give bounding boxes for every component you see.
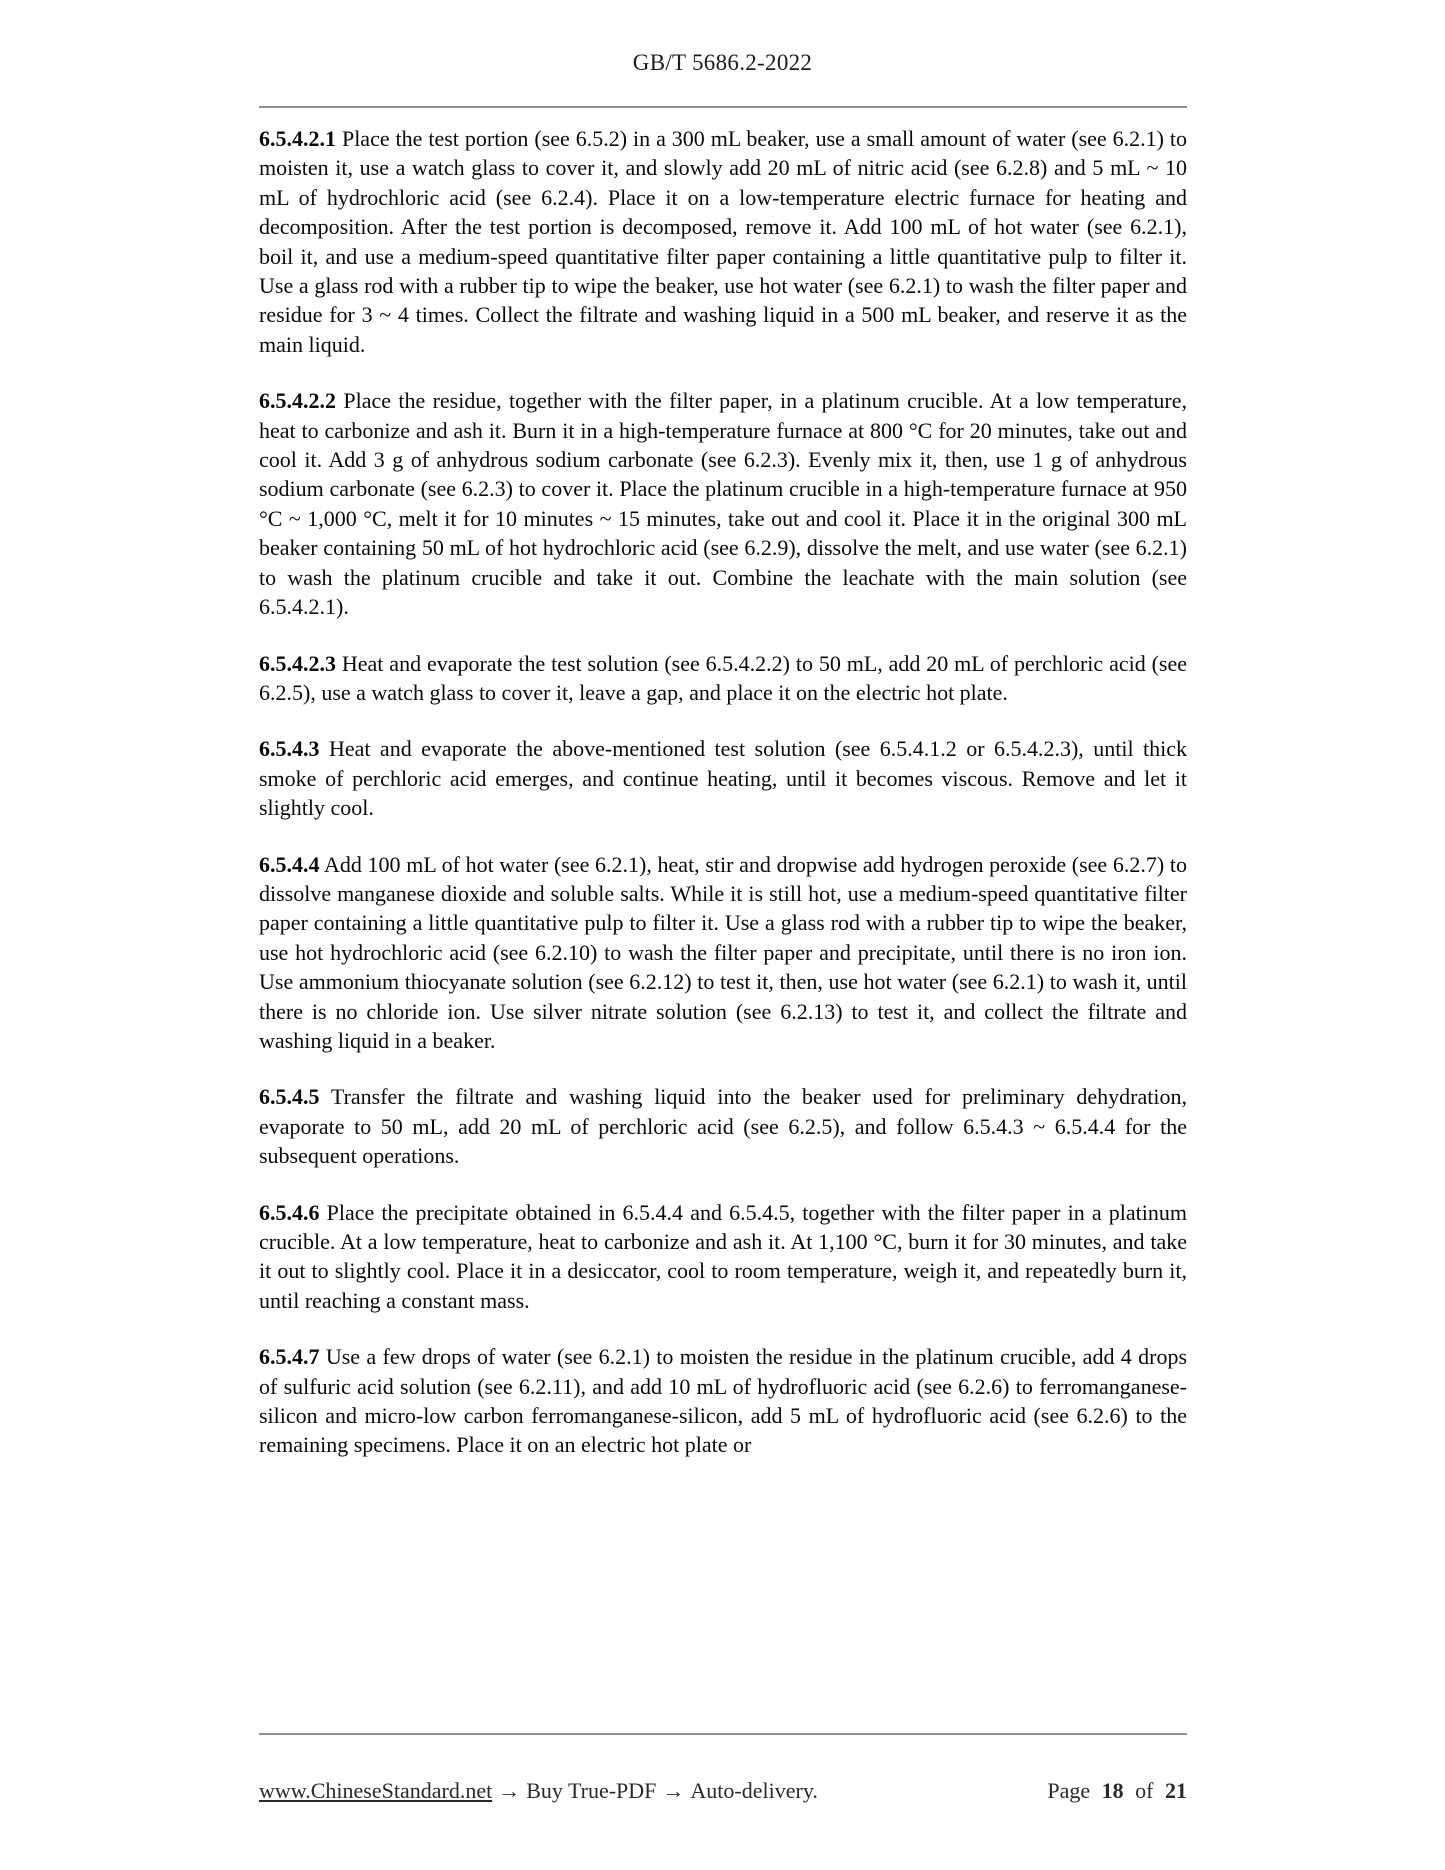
paragraph-text: Transfer the filtrate and washing liquid into the beaker used for preliminary dehydration, evaporate to 50 mL, add 20 mL of perchloric acid (see 6.2.5), and follow 6.5.4.3 ~ 6.5.4.4 for the subsequent operations. — [259, 1084, 1187, 1169]
footer-buy-text: Buy True-PDF — [526, 1778, 657, 1803]
page-footer — [259, 1778, 1187, 1804]
section-number: 6.5.4.4 — [259, 851, 320, 877]
arrow-icon: → — [662, 1778, 685, 1803]
section-number: 6.5.4.3 — [259, 736, 320, 762]
footer-divider — [259, 1733, 1187, 1735]
paragraph-text: Place the test portion (see 6.5.2) in a 300 mL beaker, use a small amount of water (see 6.2.1) to moisten it, use a watch glass to cover it, and slowly add 20 mL of nitric acid (see 6.2.8) and 5 mL ~ 10 mL of hydrochloric acid (see 6.2.4). Place it on a low-temperature electric furnace for heating and decomposition. After the test portion is decomposed, remove it. Add 100 mL of hot water (see 6.2.1), boil it, and use a medium-speed quantitative filter paper containing a little quantitative pulp to filter it. Use a glass rod with a rubber tip to wipe the beaker, use hot water (see 6.2.1) to wash the filter paper and residue for 3 ~ 4 times. Collect the filtrate and washing liquid in a 500 mL beaker, and reserve it as the main liquid. — [259, 126, 1187, 357]
arrow-icon: → — [498, 1778, 521, 1803]
of-label: of — [1135, 1778, 1154, 1803]
section-number: 6.5.4.2.2 — [259, 388, 336, 414]
section-number: 6.5.4.6 — [259, 1199, 320, 1225]
paragraph-text: Place the residue, together with the filter paper, in a platinum crucible. At a low temperature, heat to carbonize and ash it. Burn it in a high-temperature furnace at 800 °C for 20 minutes, take out and cool it. Add 3 g of anhydrous sodium carbonate (see 6.2.3). Evenly mix it, then, use 1 g of anhydrous sodium carbonate (see 6.2.3) to cover it. Place the platinum crucible in a high-temperature furnace at 950 °C ~ 1,000 °C, melt it for 10 minutes ~ 15 minutes, take out and cool it. Place it in the original 300 mL beaker containing 50 mL of hot hydrochloric acid (see 6.2.9), dissolve the melt, and use water (see 6.2.1) to wash the platinum crucible and take it out. Combine the leachate with the main solution (see 6.5.4.2.1). — [259, 388, 1187, 620]
paragraph-6-5-4-6 — [259, 1198, 1187, 1316]
section-number: 6.5.4.2.1 — [259, 126, 336, 151]
section-number: 6.5.4.7 — [259, 1344, 320, 1370]
footer-left-group — [259, 1778, 818, 1804]
page-indicator — [1047, 1778, 1187, 1804]
section-number: 6.5.4.2.3 — [259, 650, 336, 676]
paragraph-6-5-4-2-1 — [259, 124, 1187, 359]
footer-website-link[interactable]: www.ChineseStandard.net — [259, 1778, 493, 1803]
paragraph-6-5-4-2-2 — [259, 386, 1187, 621]
paragraph-6-5-4-3 — [259, 734, 1187, 822]
paragraph-text: Heat and evaporate the test solution (see 6.5.4.2.2) to 50 mL, add 20 mL of perchloric acid (see 6.2.5), use a watch glass to cover it, leave a gap, and place it on the electric hot plate. — [259, 650, 1188, 705]
total-pages: 21 — [1165, 1778, 1187, 1803]
paragraph-text: Use a few drops of water (see 6.2.1) to moisten the residue in the platinum crucible, add 4 drops of sulfuric acid solution (see 6.2.11), and add 10 mL of hydrofluoric acid (see 6.2.6) to ferromanganese-silicon and micro-low carbon ferromanganese-silicon, add 5 mL of hydrofluoric acid (see 6.2.6) to the remaining specimens. Place it on an electric hot plate or — [259, 1344, 1188, 1458]
page-label: Page — [1047, 1778, 1091, 1803]
footer-delivery-text: Auto-delivery. — [690, 1778, 818, 1803]
section-number: 6.5.4.5 — [259, 1084, 320, 1110]
header-divider — [259, 106, 1187, 108]
page-header-title: GB/T 5686.2-2022 — [632, 50, 813, 75]
paragraph-6-5-4-7 — [259, 1342, 1187, 1460]
paragraph-6-5-4-5 — [259, 1082, 1187, 1170]
document-body — [259, 124, 1187, 1487]
paragraph-6-5-4-4 — [259, 850, 1187, 1056]
paragraph-text: Heat and evaporate the above-mentioned test solution (see 6.5.4.1.2 or 6.5.4.2.3), until thick smoke of perchloric acid emerges, and continue heating, until it becomes viscous. Remove and let it slightly cool. — [259, 736, 1188, 821]
paragraph-text: Add 100 mL of hot water (see 6.2.1), heat, stir and dropwise add hydrogen peroxide (see 6.2.7) to dissolve manganese dioxide and soluble salts. While it is still hot, use a medium-speed quantitative filter paper containing a little quantitative pulp to filter it. Use a glass rod with a rubber tip to wipe the beaker, use hot hydrochloric acid (see 6.2.10) to wash the filter paper and precipitate, until there is no iron ion. Use ammonium thiocyanate solution (see 6.2.12) to test it, then, use hot water (see 6.2.1) to wash it, until there is no chloride ion. Use silver nitrate solution (see 6.2.13) to test it, and collect the filtrate and washing liquid in a beaker. — [259, 851, 1187, 1053]
paragraph-6-5-4-2-3 — [259, 649, 1187, 708]
paragraph-text: Place the precipitate obtained in 6.5.4.4 and 6.5.4.5, together with the filter paper in a platinum crucible. At a low temperature, heat to carbonize and ash it. At 1,100 °C, burn it for 30 minutes, and take it out to slightly cool. Place it in a desiccator, cool to room temperature, weigh it, and repeatedly burn it, until reaching a constant mass. — [259, 1199, 1187, 1313]
page-number: 18 — [1101, 1778, 1124, 1803]
